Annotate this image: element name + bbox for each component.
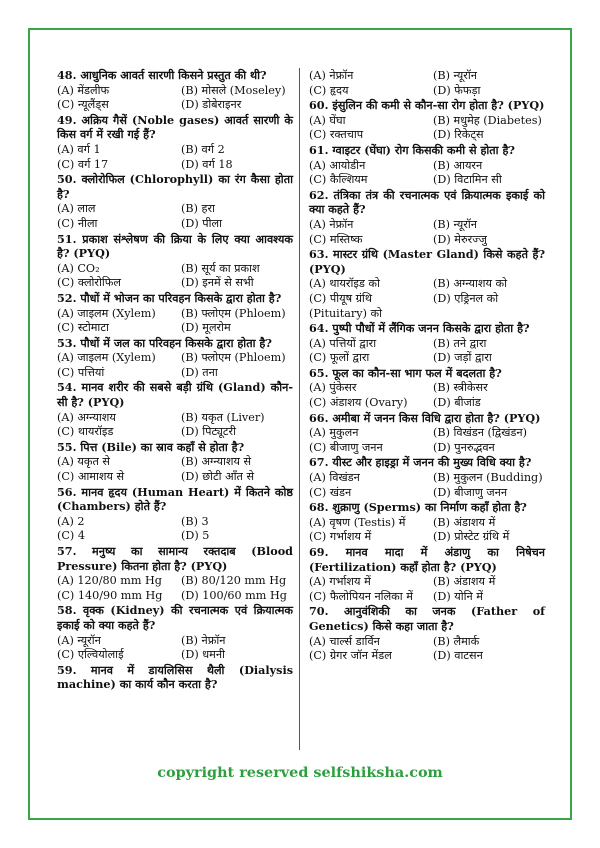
question-text: 54. मानव शरीर की सबसे बड़ी ग्रंथि (Gland) कौन-सी है? (PYQ) (57, 380, 293, 410)
question-block (309, 411, 545, 456)
answer-option: (A) 2 (57, 514, 85, 528)
answer-option: (B) फ्लोएम (Phloem) (181, 351, 286, 365)
answer-option: (C) क्लोरोफिल (57, 276, 122, 290)
copyright-footer: copyright reserved selfshiksha.com (157, 764, 443, 781)
question-block (57, 113, 293, 172)
question-text: 69. मानव मादा में अंडाणु का निषेचन (Fertilization) कहाँ होता है? (PYQ) (309, 545, 545, 574)
answer-option: (C) खंडन (309, 485, 352, 499)
question-block (309, 366, 545, 411)
question-text: 49. अक्रिय गैसें (Noble gases) आवर्त सारणी के किस वर्ग में रखी गई हैं? (57, 112, 293, 142)
question-block (309, 455, 545, 500)
answer-option: (D) फेफड़ा (433, 83, 481, 97)
answer-option: (C) न्यूलैंड्स (57, 98, 109, 112)
answer-option: (B) 3 (181, 514, 209, 528)
answer-option: (C) नीला (57, 216, 98, 230)
answer-option: (A) चार्ल्स डार्विन (309, 634, 380, 648)
question-text: 56. मानव हृदय (Human Heart) में कितने कोष्ठ (Chambers) होते हैं? (57, 484, 293, 514)
question-block (309, 500, 545, 545)
answer-option: (B) मुकुलन (Budding) (433, 471, 543, 485)
question-block (309, 321, 545, 366)
answer-option: (B) यकृत (Liver) (181, 410, 265, 424)
answer-option: (A) विखंडन (309, 471, 360, 485)
answer-option: (D) बीजांड (433, 396, 481, 410)
question-text: 68. शुक्राणु (Sperms) का निर्माण कहाँ होता है? (309, 500, 527, 515)
options-grid (309, 471, 545, 500)
options-grid (309, 575, 545, 604)
answer-option: (B) मोसले (Moseley) (181, 83, 286, 97)
question-text: 67. यीस्ट और हाइड्रा में जनन की मुख्य विधि क्या है? (309, 455, 532, 470)
question-block (57, 544, 293, 603)
answer-option: (D) वर्ग 18 (181, 157, 233, 171)
answer-option: (B) वर्ग 2 (181, 142, 225, 156)
question-text: 59. मानव में डायलिसिस थैली (Dialysis machine) का कार्य कौन करता है? (57, 662, 293, 692)
answer-option: (B) अंडाशय में (433, 575, 496, 589)
answer-option: (B) लैमार्क (433, 634, 480, 648)
question-text: 58. वृक्क (Kidney) की रचनात्मक एवं क्रियात्मक इकाई को क्या कहते हैं? (57, 603, 293, 632)
answer-option: (D) बीजाणु जनन (433, 485, 508, 499)
answer-option: (C) एल्वियोलाई (57, 648, 124, 662)
answer-option: (C) थायरॉइड (57, 425, 114, 439)
question-block (57, 603, 293, 662)
answer-option: (A) आयोडीन (309, 158, 366, 172)
answer-option: (D) तना (181, 365, 218, 379)
answer-option: (A) मेंडलीफ (57, 83, 110, 97)
answer-option: (A) गर्भाशय में (309, 575, 371, 589)
answer-option: (D) धमनी (181, 648, 225, 662)
question-block (309, 188, 545, 247)
question-block (309, 143, 545, 188)
answer-option: (C) 140/90 mm Hg (57, 588, 163, 602)
answer-option: (A) नेफ्रॉन (309, 217, 354, 231)
options-grid (309, 635, 545, 664)
question-text: 53. पौधों में जल का परिवहन किसके द्वारा होता है? (57, 335, 272, 350)
answer-option: (B) तने द्वारा (433, 336, 487, 350)
answer-option: (C) हृदय (309, 83, 349, 97)
question-text: 51. प्रकाश संश्लेषण की क्रिया के लिए क्या आवश्यक है? (PYQ) (57, 231, 293, 261)
options-grid (57, 202, 293, 231)
answer-option: (A) न्यूरॉन (57, 633, 101, 647)
options-grid (309, 337, 545, 366)
answer-option: (C) फूलों द्वारा (309, 351, 370, 365)
question-block (57, 663, 293, 692)
answer-option: (C) वर्ग 17 (57, 157, 109, 171)
answer-option: (A) लाल (57, 202, 96, 216)
answer-option: (B) आयरन (433, 158, 483, 172)
answer-option: (A) थायरॉइड को (309, 277, 380, 291)
answer-option: (C) आमाशय से (57, 470, 125, 484)
options-grid (309, 277, 545, 321)
answer-option: (C) कैल्शियम (309, 173, 368, 187)
question-text: 52. पौधों में भोजन का परिवहन किसके द्वारा होता है? (57, 290, 282, 305)
options-grid (309, 426, 545, 455)
question-text: 48. आधुनिक आवर्त सारणी किसने प्रस्तुत की थी? (57, 68, 267, 82)
answer-option: (B) अंडाशय में (433, 515, 496, 529)
question-text: 65. फूल का कौन-सा भाग फल में बदलता है? (309, 365, 502, 380)
answer-option: (C) पीयूष ग्रंथि (Pituitary) को (309, 291, 382, 320)
options-grid (309, 218, 545, 247)
answer-option: (B) मधुमेह (Diabetes) (433, 113, 542, 127)
answer-option: (A) वर्ग 1 (57, 142, 101, 156)
question-block (309, 604, 545, 663)
answer-option: (D) वाटसन (433, 649, 483, 663)
question-text: 64. पुष्पी पौधों में लैंगिक जनन किसके द्वारा होता है? (309, 321, 530, 336)
answer-option: (C) मस्तिष्क (309, 232, 363, 246)
answer-option: (C) पत्तियां (57, 365, 105, 379)
question-block (57, 440, 293, 485)
answer-option: (D) 100/60 mm Hg (181, 588, 287, 602)
question-text: 62. तंत्रिका तंत्र की रचनात्मक एवं क्रियात्मक इकाई को क्या कहते हैं? (309, 187, 545, 217)
options-grid (57, 84, 293, 113)
answer-option: (C) फैलोपियन नलिका में (309, 589, 413, 603)
answer-option: (D) योनि में (433, 589, 483, 603)
question-block (57, 336, 293, 381)
answer-option: (D) मेरुरज्जु (433, 232, 487, 246)
question-block (309, 545, 545, 604)
options-grid (309, 381, 545, 410)
answer-option: (A) नेफ्रॉन (309, 69, 354, 82)
answer-option: (B) 80/120 mm Hg (181, 574, 287, 588)
question-text: 61. ग्वाइटर (घेंघा) रोग किसकी कमी से होता है? (309, 142, 515, 157)
question-text: 57. मनुष्य का सामान्य रक्तदाब (Blood Pressure) कितना होता है? (PYQ) (57, 544, 293, 573)
answer-option: (B) नेफ्रॉन (181, 633, 226, 647)
answer-option: (C) ग्रेगर जॉन मेंडल (309, 649, 392, 663)
answer-option: (A) अग्न्याशय (57, 410, 116, 424)
options-grid (309, 516, 545, 545)
answer-option: (D) डोबेराइनर (181, 98, 242, 112)
column-divider (299, 68, 300, 750)
options-grid (309, 159, 545, 188)
answer-option: (D) 5 (181, 529, 210, 543)
options-grid (57, 515, 293, 544)
answer-option: (A) CO₂ (57, 261, 100, 275)
answer-option: (D) इनमें से सभी (181, 276, 254, 290)
options-grid (57, 411, 293, 440)
answer-option: (A) वृषण (Testis) में (309, 515, 406, 529)
answer-option: (D) प्रोस्टेट ग्रंथि में (433, 530, 510, 544)
answer-option: (A) मुकुलन (309, 426, 359, 440)
answer-option: (D) पीला (181, 216, 222, 230)
question-block (57, 172, 293, 231)
answer-option: (B) हरा (181, 202, 215, 216)
answer-option: (C) स्टोमाटा (57, 321, 109, 335)
answer-option: (D) मूलरोम (181, 321, 231, 335)
question-text: 50. क्लोरोफिल (Chlorophyll) का रंग कैसा होता है? (57, 172, 293, 201)
options-grid (57, 455, 293, 484)
question-block (309, 247, 545, 321)
question-block (57, 291, 293, 336)
answer-option: (D) विटामिन सी (433, 173, 502, 187)
answer-option: (B) न्यूरॉन (433, 69, 477, 82)
question-block (57, 232, 293, 291)
options-grid (57, 143, 293, 172)
answer-option: (A) पत्तियों द्वारा (309, 336, 377, 350)
question-block (57, 380, 293, 439)
question-block (57, 485, 293, 544)
options-grid (57, 574, 293, 603)
answer-option: (C) रक्तचाप (309, 128, 364, 142)
answer-option: (A) 120/80 mm Hg (57, 574, 162, 588)
answer-option: (A) पुंकेसर (309, 381, 357, 395)
answer-option: (D) पुनरुद्भवन (433, 440, 495, 454)
answer-option: (D) एड्रिनल को (433, 291, 499, 305)
answer-option: (B) सूर्य का प्रकाश (181, 261, 260, 275)
answer-option: (C) 4 (57, 529, 85, 543)
answer-option: (B) स्त्रीकेसर (433, 381, 488, 395)
answer-option: (B) फ्लोएम (Phloem) (181, 306, 286, 320)
question-block (309, 98, 545, 143)
answer-option: (A) यकृत से (57, 455, 110, 469)
question-text: 66. अमीबा में जनन किस विधि द्वारा होता है? (PYQ) (309, 410, 541, 425)
answer-option: (D) जड़ों द्वारा (433, 351, 492, 365)
answer-option: (A) घेंघा (309, 113, 346, 127)
answer-option: (C) बीजाणु जनन (309, 440, 383, 454)
question-text: 63. मास्टर ग्रंथि (Master Gland) किसे कहते हैं? (PYQ) (309, 247, 545, 276)
question-block (309, 69, 545, 98)
question-text: 70. आनुवंशिकी का जनक (Father of Genetics) किसे कहा जाता है? (309, 604, 545, 633)
answer-option: (A) जाइलम (Xylem) (57, 306, 156, 320)
answer-option: (C) अंडाशय (Ovary) (309, 396, 408, 410)
options-grid (57, 351, 293, 380)
question-block (57, 68, 293, 113)
answer-option: (D) पिट्यूटरी (181, 425, 236, 439)
answer-option: (B) न्यूरॉन (433, 217, 477, 231)
question-text: 55. पित्त (Bile) का स्राव कहाँ से होता है? (57, 439, 245, 454)
answer-option: (B) अग्न्याशय से (181, 455, 252, 469)
right-column (309, 68, 545, 664)
options-grid (309, 69, 545, 98)
answer-option: (A) जाइलम (Xylem) (57, 351, 156, 365)
answer-option: (C) गर्भाशय में (309, 530, 372, 544)
options-grid (57, 634, 293, 663)
answer-option: (B) विखंडन (द्विखंडन) (433, 426, 527, 440)
options-grid (57, 307, 293, 336)
answer-option: (B) अग्न्याशय को (433, 277, 508, 291)
options-grid (309, 114, 545, 143)
answer-option: (D) छोटी आँत से (181, 470, 255, 484)
answer-option: (D) रिकेट्स (433, 128, 484, 142)
left-column (57, 68, 293, 692)
question-text: 60. इंसुलिन की कमी से कौन-सा रोग होता है? (PYQ) (309, 98, 545, 113)
options-grid (57, 262, 293, 291)
